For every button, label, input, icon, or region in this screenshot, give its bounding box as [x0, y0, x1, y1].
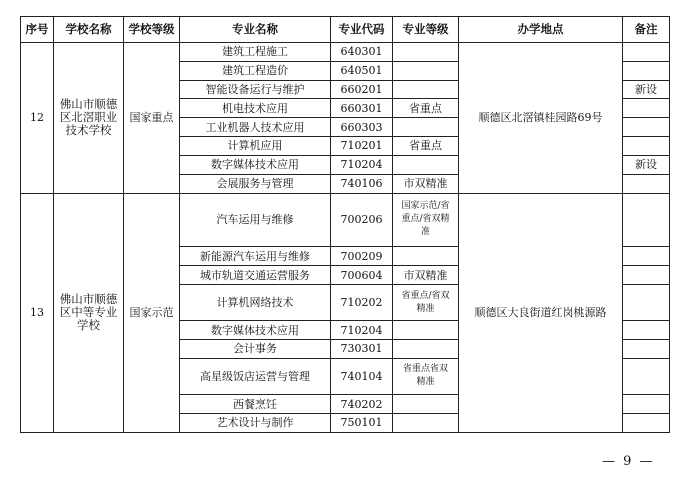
majors-table [20, 16, 670, 433]
major-level [393, 43, 459, 62]
major-code: 640501 [331, 61, 393, 80]
major-code: 700209 [331, 247, 393, 266]
major-code: 640301 [331, 43, 393, 62]
major-remark [623, 61, 670, 80]
major-name: 计算机网络技术 [180, 284, 331, 320]
major-level: 市双精准 [393, 266, 459, 285]
major-remark: 新设 [623, 155, 670, 174]
table-row [21, 43, 670, 62]
school-address: 顺德区大良街道红岗桃源路 [459, 193, 623, 433]
major-remark [623, 43, 670, 62]
major-level: 省重点 [393, 137, 459, 156]
major-name: 工业机器人技术应用 [180, 118, 331, 137]
school-level: 国家重点 [124, 43, 180, 194]
major-remark [623, 413, 670, 432]
school-seq: 12 [21, 43, 54, 194]
major-code: 700206 [331, 193, 393, 247]
header-remarks: 备注 [623, 17, 670, 43]
major-code: 660301 [331, 99, 393, 118]
major-level [393, 321, 459, 340]
major-remark [623, 395, 670, 414]
school-address: 顺德区北滘镇桂园路69号 [459, 43, 623, 194]
major-name: 建筑工程造价 [180, 61, 331, 80]
major-level [393, 61, 459, 80]
header-major-name: 专业名称 [180, 17, 331, 43]
school-seq: 13 [21, 193, 54, 433]
major-name: 数字媒体技术应用 [180, 321, 331, 340]
header-major-level: 专业等级 [393, 17, 459, 43]
header-school-level: 学校等级 [124, 17, 180, 43]
major-name: 智能设备运行与维护 [180, 80, 331, 99]
major-remark [623, 321, 670, 340]
header-address: 办学地点 [459, 17, 623, 43]
major-remark: 新设 [623, 80, 670, 99]
major-remark [623, 358, 670, 394]
major-name: 西餐烹饪 [180, 395, 331, 414]
header-row [21, 17, 670, 43]
major-name: 计算机应用 [180, 137, 331, 156]
major-code: 710201 [331, 137, 393, 156]
major-level [393, 118, 459, 137]
major-name: 建筑工程施工 [180, 43, 331, 62]
major-level: 省重点 [393, 99, 459, 118]
major-code: 700604 [331, 266, 393, 285]
major-level [393, 155, 459, 174]
major-level [393, 247, 459, 266]
header-seq: 序号 [21, 17, 54, 43]
major-level: 省重点省双精准 [393, 358, 459, 394]
major-level: 省重点/省双精准 [393, 284, 459, 320]
page-number: — 9 — [602, 454, 655, 469]
major-code: 660201 [331, 80, 393, 99]
major-name: 数字媒体技术应用 [180, 155, 331, 174]
major-level [393, 80, 459, 99]
major-code: 750101 [331, 413, 393, 432]
major-remark [623, 284, 670, 320]
school-name: 佛山市顺德区北滘职业技术学校 [54, 43, 124, 194]
major-name: 高星级饭店运营与管理 [180, 358, 331, 394]
major-remark [623, 99, 670, 118]
major-name: 汽车运用与维修 [180, 193, 331, 247]
major-level: 市双精准 [393, 174, 459, 193]
major-level: 国家示范/省重点/省双精准 [393, 193, 459, 247]
major-code: 740202 [331, 395, 393, 414]
major-code: 740104 [331, 358, 393, 394]
major-name: 艺术设计与制作 [180, 413, 331, 432]
header-major-code: 专业代码 [331, 17, 393, 43]
major-remark [623, 247, 670, 266]
major-remark [623, 137, 670, 156]
major-level [393, 395, 459, 414]
major-level [393, 340, 459, 359]
major-remark [623, 340, 670, 359]
major-name: 会展服务与管理 [180, 174, 331, 193]
major-code: 710204 [331, 321, 393, 340]
major-name: 城市轨道交通运营服务 [180, 266, 331, 285]
header-school-name: 学校名称 [54, 17, 124, 43]
school-level: 国家示范 [124, 193, 180, 433]
major-remark [623, 266, 670, 285]
major-name: 会计事务 [180, 340, 331, 359]
major-code: 710204 [331, 155, 393, 174]
table-row [21, 193, 670, 247]
major-code: 740106 [331, 174, 393, 193]
major-code: 710202 [331, 284, 393, 320]
school-name: 佛山市顺德区中等专业学校 [54, 193, 124, 433]
major-remark [623, 174, 670, 193]
major-remark [623, 118, 670, 137]
major-level [393, 413, 459, 432]
major-code: 660303 [331, 118, 393, 137]
major-code: 730301 [331, 340, 393, 359]
major-name: 机电技术应用 [180, 99, 331, 118]
major-name: 新能源汽车运用与维修 [180, 247, 331, 266]
major-remark [623, 193, 670, 247]
